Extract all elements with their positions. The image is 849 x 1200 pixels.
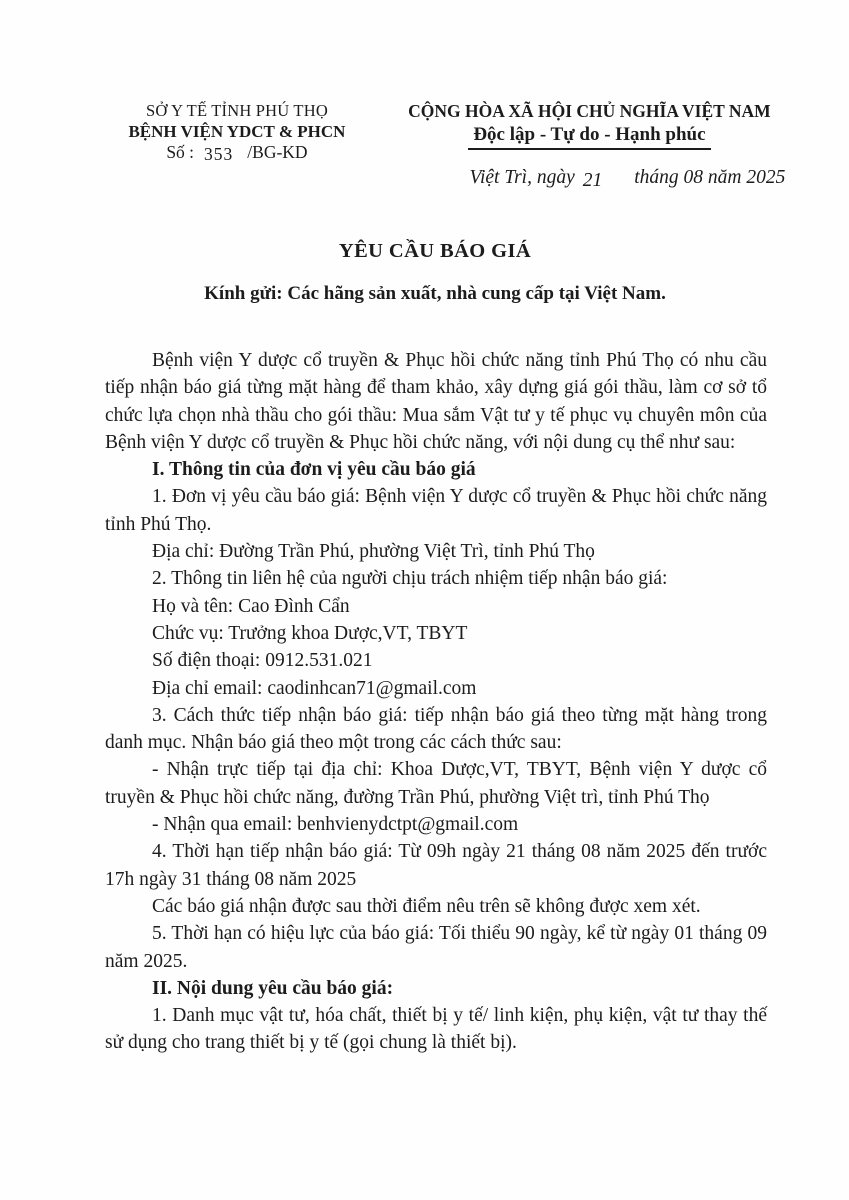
document-title: YÊU CẦU BÁO GIÁ: [338, 240, 532, 262]
salutation-line: Kính gửi: Các hãng sản xuất, nhà cung cấp tại Việt Nam.: [204, 283, 666, 304]
section-heading-2: II. Nội dung yêu cầu báo giá:: [152, 977, 394, 999]
body-paragraph: Chức vụ: Trưởng khoa Dược,VT, TBYT: [152, 622, 468, 644]
place-date-line: [424, 167, 831, 189]
body-paragraph: 5. Thời hạn có hiệu lực của báo giá: Tối thiểu 90 ngày, kể từ ngày 01 tháng 09 năm 2025.: [105, 923, 767, 972]
document-number-suffix: /BG-KD: [247, 142, 308, 162]
document-number-line: [88, 142, 386, 163]
body-paragraph: Địa chỉ: Đường Trần Phú, phường Việt Trì, tỉnh Phú Thọ: [152, 541, 595, 563]
body-paragraph: 3. Cách thức tiếp nhận báo giá: tiếp nhận báo giá theo từng mặt hàng trong danh mục. Nhận báo giá theo một trong các cách thức sau:: [105, 704, 767, 754]
body-paragraph: Địa chỉ email: caodinhcan71@gmail.com: [152, 677, 477, 699]
national-motto: Độc lập - Tự do - Hạnh phúc: [468, 124, 710, 150]
body-paragraph: Số điện thoại: 0912.531.021: [152, 650, 373, 672]
body-paragraph: 1. Đơn vị yêu cầu báo giá: Bệnh viện Y dược cổ truyền & Phục hồi chức năng tỉnh Phú Thọ.: [105, 486, 767, 535]
body-paragraph: Bệnh viện Y dược cổ truyền & Phục hồi chức năng tỉnh Phú Thọ có nhu cầu tiếp nhận báo giá từng mặt hàng để tham khảo, xây dựng giá gói thầu, làm cơ sở tổ chức lựa chọn nhà thầu cho gói thầu: Mua sắm Vật tư y tế phục vụ chuyên môn của Bệnh viện Y dược cổ truyền & Phục hồi chức năng, với nội dung cụ thể như sau:: [105, 350, 767, 453]
place-date-prefix: Việt Trì, ngày: [469, 167, 575, 188]
document-number-value: 353: [204, 144, 234, 164]
org-name: BỆNH VIỆN YDCT & PHCN: [128, 121, 346, 141]
section-heading-1: I. Thông tin của đơn vị yêu cầu báo giá: [152, 459, 476, 481]
body-paragraph: Họ và tên: Cao Đình Cẩn: [152, 595, 350, 617]
issuing-org-block: [88, 101, 386, 189]
national-header-block: [386, 101, 793, 189]
body-paragraph: 1. Danh mục vật tư, hóa chất, thiết bị y tế/ linh kiện, phụ kiện, vật tư thay thế sử dụng cho trang thiết bị y tế (gọi chung là thiết bị).: [105, 1005, 767, 1054]
national-motto-line: [386, 124, 793, 150]
document-body: [105, 347, 767, 1057]
document-number-label: Số :: [166, 142, 195, 162]
body-paragraph: - Nhận trực tiếp tại địa chỉ: Khoa Dược,VT, TBYT, Bệnh viện Y dược cổ truyền & Phục hồi chức năng, đường Trần Phú, phường Việt trì, tỉnh Phú Thọ: [105, 759, 767, 808]
body-paragraph: 2. Thông tin liên hệ của người chịu trách nhiệm tiếp nhận báo giá:: [152, 568, 668, 590]
body-paragraph: Các báo giá nhận được sau thời điểm nêu trên sẽ không được xem xét.: [152, 895, 701, 917]
national-title: CỘNG HÒA XÃ HỘI CHỦ NGHĨA VIỆT NAM: [408, 101, 771, 121]
place-date-suffix: tháng 08 năm 2025: [634, 167, 786, 188]
date-day-value: 21: [582, 170, 603, 191]
document-header: [0, 101, 849, 189]
org-department: SỞ Y TẾ TỈNH PHÚ THỌ: [145, 101, 328, 120]
body-paragraph: - Nhận qua email: benhvienydctpt@gmail.com: [152, 814, 519, 836]
body-paragraph: 4. Thời hạn tiếp nhận báo giá: Từ 09h ngày 21 tháng 08 năm 2025 đến trước 17h ngày 31 tháng 08 năm 2025: [105, 841, 767, 890]
